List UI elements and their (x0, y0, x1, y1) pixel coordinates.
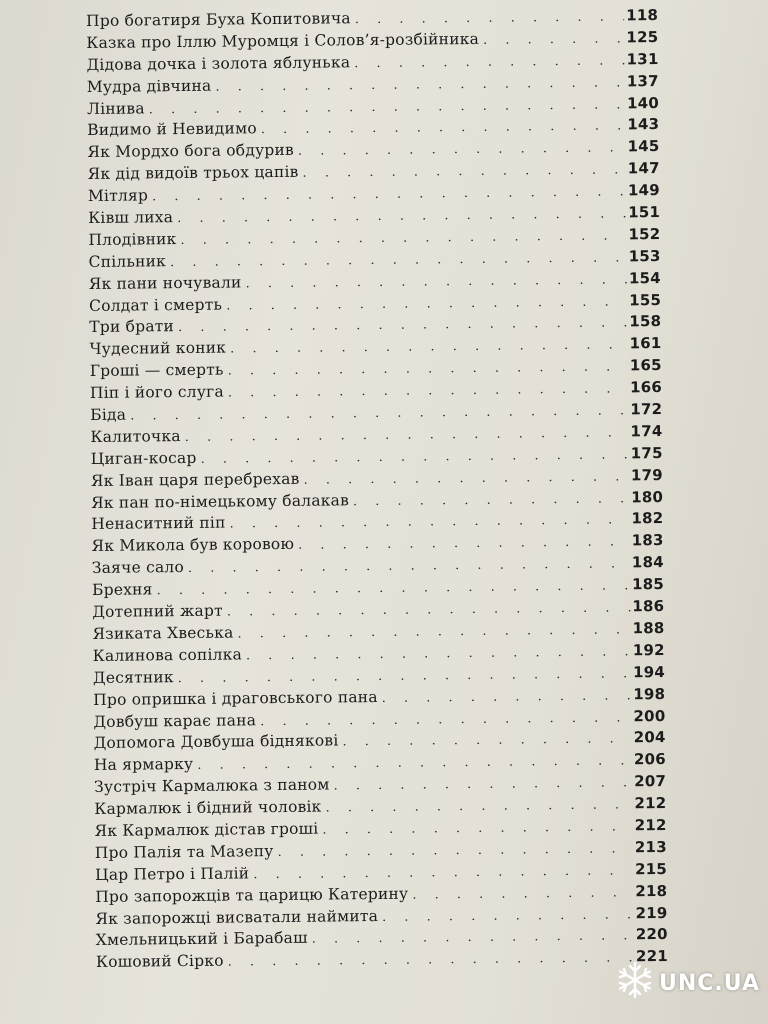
dot-leader (408, 882, 633, 906)
toc-entry-page-number: 143 (627, 115, 660, 134)
toc-entry-title: Видимо й Невидимо (87, 119, 257, 140)
snowflake-logo-icon (615, 960, 655, 1006)
toc-entry-title: Мітляр (87, 186, 149, 206)
table-of-contents (86, 5, 668, 974)
toc-entry-title: Казка про Іллю Муромця і Солов’я-розбійника (86, 29, 480, 52)
dot-leader (351, 6, 624, 31)
toc-entry-title: Лінива (86, 98, 145, 118)
toc-entry-title: Хмельницький і Барабаш (95, 929, 308, 950)
toc-entry-title: Про опришка і драговського пана (93, 687, 378, 709)
toc-entry-page-number: 212 (634, 794, 667, 813)
toc-entry-page-number: 149 (627, 181, 661, 200)
toc-entry-title: Брехня (91, 580, 153, 600)
toc-entry-page-number: 215 (634, 859, 668, 879)
toc-entry-title: Зустріч Кармалюка з паном (94, 775, 330, 797)
dot-leader (338, 729, 631, 754)
dot-leader (329, 772, 632, 797)
toc-entry-page-number: 155 (629, 290, 662, 309)
toc-entry-title: Про богатиря Буха Копитовича (86, 9, 351, 30)
toc-entry-title: Десятник (92, 667, 174, 687)
toc-entry-page-number: 174 (630, 421, 663, 441)
toc-entry-page-number: 184 (631, 553, 664, 572)
toc-entry-title: Як пан по-німецькому балакав (91, 490, 350, 512)
toc-entry-title: Ківш лиха (88, 208, 174, 228)
toc-entry-title: Як Іван царя перебрехав (90, 469, 300, 490)
dot-leader (378, 904, 634, 929)
toc-entry-page-number: 220 (635, 925, 668, 944)
toc-entry-title: Як запорожці висватали наймита (95, 906, 379, 928)
toc-entry-title: Біда (90, 405, 127, 425)
toc-entry-title: Солдат і смерть (88, 295, 223, 315)
toc-entry-page-number: 118 (626, 6, 659, 25)
toc-entry-title: Дідова дочка і золота яблунька (86, 53, 351, 74)
toc-entry (96, 946, 668, 974)
toc-entry-title: Калинова сопілка (92, 645, 243, 665)
toc-entry-title: Як Мордхо бога обдурив (87, 141, 295, 162)
toc-entry-page-number: 152 (628, 224, 661, 244)
toc-entry-title: Дотепний жарт (92, 601, 223, 622)
toc-entry-page-number: 192 (632, 640, 665, 660)
dot-leader (224, 948, 634, 974)
toc-entry-page-number: 172 (630, 400, 663, 419)
toc-entry-page-number: 179 (630, 465, 663, 485)
toc-entry-title: Довбуш карає пана (93, 710, 257, 731)
toc-entry-title: Заяче сало (91, 558, 185, 578)
toc-entry-title: Кошовий Сірко (95, 951, 224, 972)
toc-entry-title: Спільник (88, 251, 167, 271)
toc-entry-page-number: 188 (632, 618, 665, 638)
toc-entry-title: Як дід видоїв трьох цапів (87, 163, 299, 184)
toc-entry-page-number: 183 (631, 531, 664, 550)
toc-entry-title: Калиточка (90, 426, 181, 446)
toc-entry-title: Цар Петро і Палій (94, 864, 250, 884)
toc-entry-title: Як Микола був коровою (91, 535, 295, 556)
dot-leader (378, 685, 632, 710)
toc-entry-page-number: 218 (635, 881, 668, 900)
toc-entry-page-number: 175 (630, 443, 663, 463)
toc-entry-page-number: 131 (626, 49, 659, 69)
toc-entry-page-number: 200 (633, 706, 666, 725)
toc-entry-page-number: 213 (634, 837, 667, 857)
toc-entry-title: Про запорожців та царицю Катерину (95, 884, 409, 906)
toc-entry-title: Як Кармалюк дістав гроші (94, 819, 319, 840)
toc-entry-page-number: 185 (632, 575, 665, 594)
dot-leader (349, 488, 629, 513)
toc-entry-title: Циган-косар (90, 448, 197, 468)
toc-entry-title: Плодівник (88, 229, 177, 249)
toc-entry-page-number: 198 (633, 684, 666, 703)
toc-entry-page-number: 212 (634, 815, 667, 835)
toc-entry-page-number: 153 (628, 246, 661, 266)
watermark (615, 960, 760, 1006)
toc-entry-page-number: 207 (634, 772, 667, 791)
toc-entry-page-number: 161 (629, 334, 662, 353)
toc-entry-page-number: 182 (631, 509, 664, 528)
toc-entry-page-number: 147 (627, 159, 660, 178)
toc-entry-title: Як пани ночували (88, 273, 242, 293)
toc-entry-page-number: 125 (626, 27, 659, 47)
toc-entry-page-number: 140 (626, 93, 660, 112)
toc-entry-title: Язиката Хвеська (92, 623, 234, 643)
dot-leader (479, 28, 625, 51)
toc-entry-page-number: 186 (632, 597, 665, 616)
toc-entry-page-number: 158 (629, 312, 662, 331)
toc-entry-page-number: 206 (633, 750, 666, 769)
toc-entry-page-number: 154 (628, 268, 661, 288)
toc-entry-title: Про Палія та Мазепу (94, 841, 274, 862)
toc-entry-page-number: 137 (626, 71, 659, 91)
toc-entry-title: Допомога Довбуша біднякові (93, 731, 339, 753)
toc-entry-page-number: 194 (632, 662, 666, 682)
toc-entry-title: Мудра дівчина (86, 76, 212, 96)
toc-entry-page-number: 180 (631, 487, 664, 506)
toc-entry-title: Три брати (89, 317, 175, 337)
toc-list (86, 5, 668, 974)
toc-entry-page-number: 151 (628, 203, 661, 222)
toc-entry-title: На ярмарку (93, 755, 194, 775)
toc-entry-title: Піп і його слуга (89, 382, 224, 403)
toc-entry-page-number: 166 (629, 378, 663, 397)
toc-entry-title: Ненаситний піп (91, 514, 226, 534)
watermark-text: UNC.UA (659, 970, 760, 996)
toc-entry-title: Кармалюк і бідний чоловік (94, 797, 322, 819)
dot-leader (350, 50, 625, 75)
toc-entry-page-number: 204 (633, 728, 666, 747)
toc-entry-page-number: 219 (635, 903, 668, 922)
toc-entry-page-number: 221 (635, 947, 669, 966)
toc-entry-title: Гроші — смерть (89, 360, 224, 381)
toc-entry-page-number: 145 (627, 137, 660, 156)
toc-entry-title: Чудесний коник (89, 338, 227, 359)
toc-entry-page-number: 165 (629, 356, 662, 375)
